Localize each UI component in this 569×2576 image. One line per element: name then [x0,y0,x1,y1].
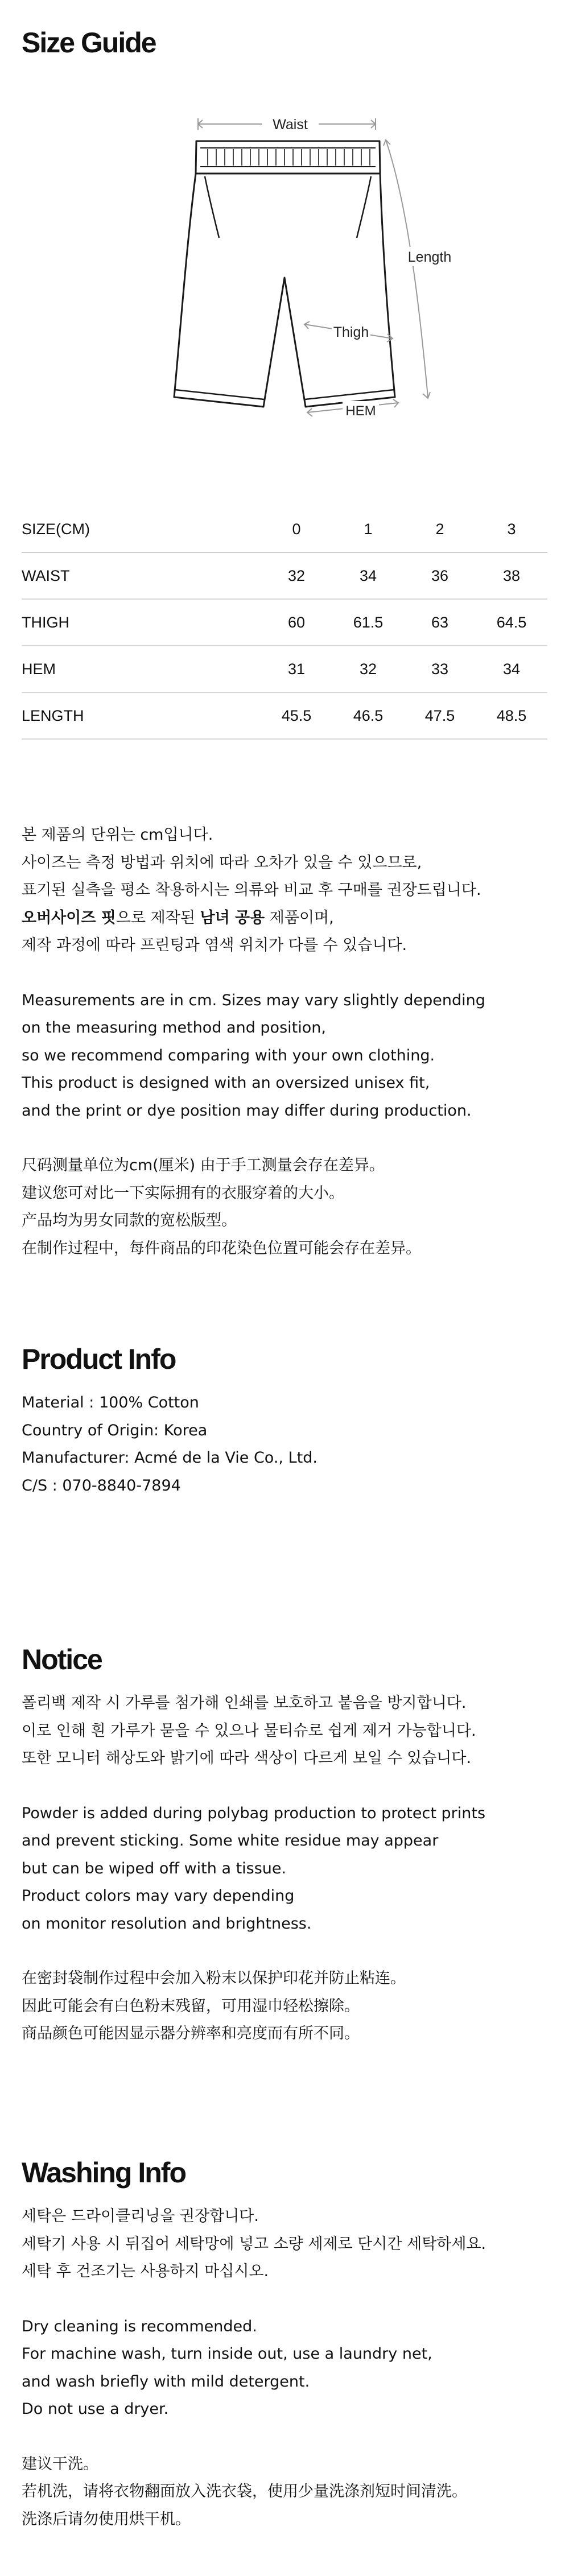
table-cell: 46.5 [332,692,404,739]
size-guide-title: Size Guide [22,27,156,59]
notice-line: 因此可能会有白色粉末残留，可用湿巾轻松擦除。 [22,1997,360,2015]
shorts-measurement-diagram [0,85,569,438]
table-cell: 63 [404,599,476,646]
note-line: 在制作过程中，每件商品的印花染色位置可能会存在差异。 [22,1239,421,1257]
washing-line: 洗涤后请勿使用烘干机。 [22,2510,191,2528]
note-line: 建议您可对比一下实际拥有的衣服穿着的大小。 [22,1184,344,1202]
notice-line: 폴리백 제작 시 가루를 첨가해 인쇄를 보호하고 붙음을 방지합니다. [22,1694,467,1712]
table-header-cell: 3 [476,506,547,552]
length-label: Length [407,249,452,265]
product-info-line: Manufacturer: Acmé de la Vie Co., Ltd. [22,1449,318,1467]
product-info-line: Material : 100% Cotton [22,1394,199,1411]
product-info-line: C/S : 070-8840-7894 [22,1476,181,1495]
table-cell: 47.5 [404,692,476,739]
washing-line: 세탁기 사용 시 뒤집어 세탁망에 넣고 소량 세제로 단시간 세탁하세요. [22,2235,486,2253]
table-cell: 34 [332,552,404,599]
table-cell: 60 [261,599,332,646]
product-info-line: Country of Origin: Korea [22,1421,208,1439]
note-line: 尺码测量单位为cm(厘米) 由于手工测量会存在差异。 [22,1157,385,1174]
table-row [22,646,547,692]
table-header-cell: 0 [261,506,332,552]
notice-line: 商品颜色可能因显示器分辨率和亮度而有所不同。 [22,2025,360,2042]
note-emphasis: 오버사이즈 핏 [22,909,116,927]
note-line: Measurements are in cm. Sizes may vary slightly depending [22,991,485,1009]
notice-line: Powder is added during polybag production to protect prints [22,1804,486,1822]
table-row [22,552,547,599]
table-cell: 64.5 [476,599,547,646]
table-header-cell: 2 [404,506,476,552]
thigh-label: Thigh [333,324,369,340]
note-line: 표기된 실측을 평소 착용하시는 의류와 비교 후 구매를 권장드립니다. [22,881,481,899]
washing-line: 建议干洗。 [22,2455,98,2473]
washing-line: 세탁은 드라이클리닝을 권장합니다. [22,2207,259,2225]
table-cell: 48.5 [476,692,547,739]
note-line [22,905,547,932]
notice-line: 이로 인해 흰 가루가 묻을 수 있으나 물티슈로 쉽게 제거 가능합니다. [22,1722,476,1740]
washing-line: 세탁 후 건조기는 사용하지 마십시오. [22,2263,269,2280]
table-cell: HEM [22,646,261,692]
table-header-cell: SIZE(CM) [22,506,261,552]
note-line: 본 제품의 단위는 cm입니다. [22,826,213,844]
notice-line: Product colors may vary depending [22,1887,295,1905]
size-notes [22,821,547,1262]
note-text: 으로 제작된 [116,909,200,927]
table-cell: WAIST [22,552,261,599]
table-cell: 33 [404,646,476,692]
note-line: 제작 과정에 따라 프린팅과 염색 위치가 다를 수 있습니다. [22,936,407,954]
hem-label: HEM [345,403,376,419]
washing-line: For machine wash, turn inside out, use a laundry net, [22,2345,432,2363]
table-cell: 34 [476,646,547,692]
size-table-header [22,506,547,552]
table-cell: LENGTH [22,692,261,739]
note-line: 사이즈는 측정 방법과 위치에 따라 오차가 있을 수 있으므로, [22,853,422,872]
table-cell: 61.5 [332,599,404,646]
table-cell: 32 [332,646,404,692]
note-line: 产品均为男女同款的宽松版型。 [22,1212,237,1229]
notice-line: and prevent sticking. Some white residue may appear [22,1832,439,1850]
notice-line: on monitor resolution and brightness. [22,1914,312,1933]
washing-info-text [22,2203,547,2533]
note-line: and the print or dye position may differ during production. [22,1101,472,1120]
note-line: on the measuring method and position, [22,1019,326,1037]
table-cell: THIGH [22,599,261,646]
notice-line: 또한 모니터 해상도와 밝기에 따라 색상이 다르게 보일 수 있습니다. [22,1749,472,1767]
washing-info-title: Washing Info [22,2157,185,2189]
notice-line: 在密封袋制作过程中会加入粉末以保护印花并防止粘连。 [22,1970,406,1987]
washing-line: Dry cleaning is recommended. [22,2317,257,2335]
waist-label: Waist [273,117,308,133]
table-cell: 45.5 [261,692,332,739]
table-header-cell: 1 [332,506,404,552]
table-cell: 32 [261,552,332,599]
note-line: This product is designed with an oversized unisex fit, [22,1074,430,1092]
note-emphasis: 남녀 공용 [200,909,265,927]
note-text: 제품이며, [265,909,334,927]
washing-line: and wash briefly with mild detergent. [22,2372,310,2391]
washing-line: Do not use a dryer. [22,2400,169,2418]
product-info-title: Product Info [22,1343,176,1375]
note-line: so we recommend comparing with your own clothing. [22,1046,435,1064]
washing-line: 若机洗，请将衣物翻面放入洗衣袋，使用少量洗涤剂短时间清洗。 [22,2483,467,2500]
table-cell: 31 [261,646,332,692]
table-cell: 36 [404,552,476,599]
table-row [22,599,547,646]
notice-title: Notice [22,1644,102,1675]
size-table [22,506,547,740]
table-cell: 38 [476,552,547,599]
product-info-list [22,1389,547,1500]
notice-text [22,1690,547,2048]
table-row [22,692,547,739]
notice-line: but can be wiped off with a tissue. [22,1859,287,1877]
